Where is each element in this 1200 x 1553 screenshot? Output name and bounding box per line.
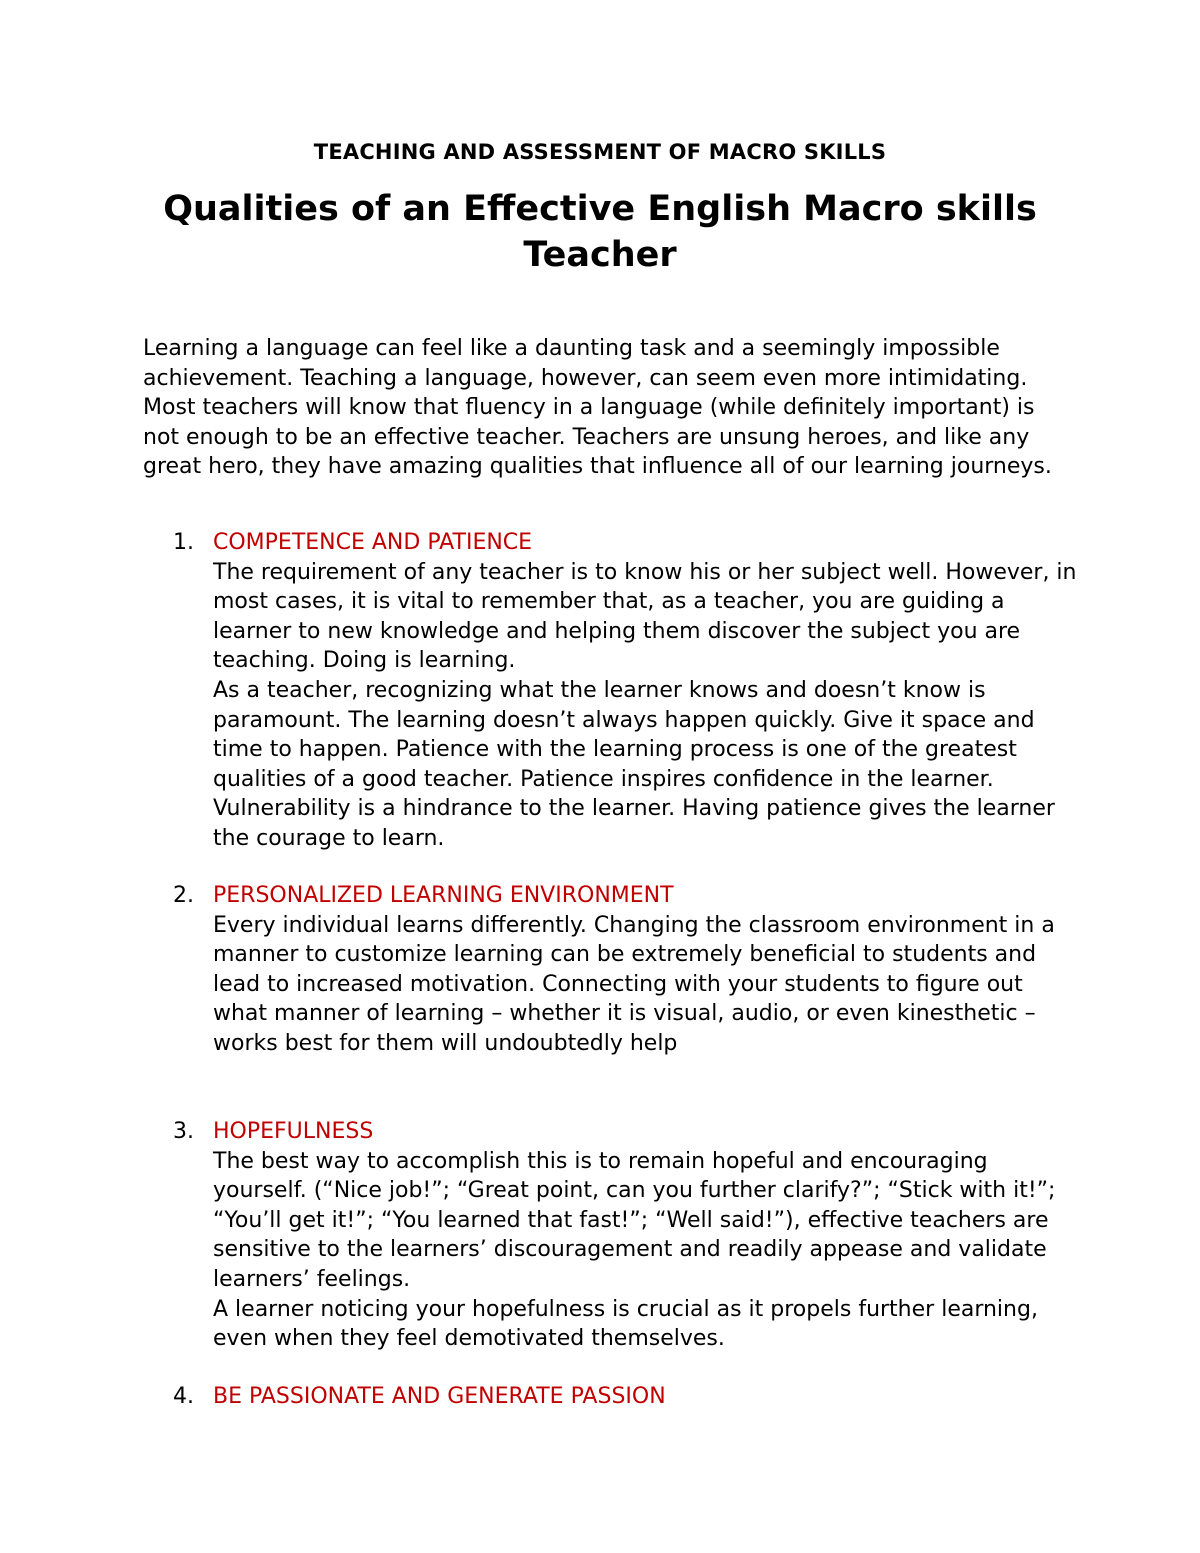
list-item-paragraph: The best way to accomplish this is to remain hopeful and encouraging yourself. (“Nice job!”; “Great point, can you further clarify?”; “Stick with it!”; “You’ll get it!”; “You learned that fast!”; “Well said!”), effective teachers are sensitive to the learners’ discouragement and readily appease and validate learners’ feelings. (213, 1148, 1056, 1292)
list-item-paragraph: As a teacher, recognizing what the learner knows and doesn’t know is paramount. The learning doesn’t always happen quickly. Give it space and time to happen. Patience with the learning process is one of the greatest qualities of a good teacher. Patience inspires confidence in the learner. Vulnerability is a hindrance to the learner. Having patience gives the learner the courage to learn. (213, 677, 1055, 851)
document-title-line-1: Qualities of an Effective English Macro skills (163, 189, 1037, 229)
list-item-heading: BE PASSIONATE AND GENERATE PASSION (213, 1384, 666, 1409)
list-item-heading: COMPETENCE AND PATIENCE (213, 530, 533, 555)
list-item-heading: PERSONALIZED LEARNING ENVIRONMENT (213, 883, 674, 908)
list-item-number: 3. (173, 1119, 194, 1144)
list-item-heading: HOPEFULNESS (213, 1119, 374, 1144)
list-item-competence-and-patience (173, 528, 1083, 854)
document-title-line-2: Teacher (523, 235, 677, 275)
list-item-personalized-learning-environment (173, 881, 1083, 1059)
list-item-hopefulness (173, 1117, 1083, 1354)
course-title: TEACHING AND ASSESSMENT OF MACRO SKILLS (313, 140, 887, 164)
list-item-number: 4. (173, 1384, 194, 1409)
list-item-paragraph: The requirement of any teacher is to know his or her subject well. However, in most cases, it is vital to remember that, as a teacher, you are guiding a learner to new knowledge and helping them discover the subject you are teaching. Doing is learning. (213, 559, 1077, 674)
list-item-be-passionate (173, 1382, 1083, 1412)
list-item-paragraph: Every individual learns differently. Changing the classroom environment in a manner to customize learning can be extremely beneficial to students and lead to increased motivation. Connecting with your students to figure out what manner of learning – whether it is visual, audio, or even kinesthetic – works best for them will undoubtedly help (213, 912, 1055, 1056)
document-title (130, 186, 1070, 278)
list-item-number: 2. (173, 883, 194, 908)
list-item-paragraph: A learner noticing your hopefulness is crucial as it propels further learning, even when they feel demotivated themselves. (213, 1296, 1038, 1352)
intro-paragraph: Learning a language can feel like a daunting task and a seemingly impossible achievement. Teaching a language, however, can seem even more intimidating. Most teachers will know that fluency in a language (while definitely important) is not enough to be an effective teacher. Teachers are unsung heroes, and like any great hero, they have amazing qualities that influence all of our learning journeys. (143, 336, 1052, 480)
list-item-number: 1. (173, 530, 194, 555)
